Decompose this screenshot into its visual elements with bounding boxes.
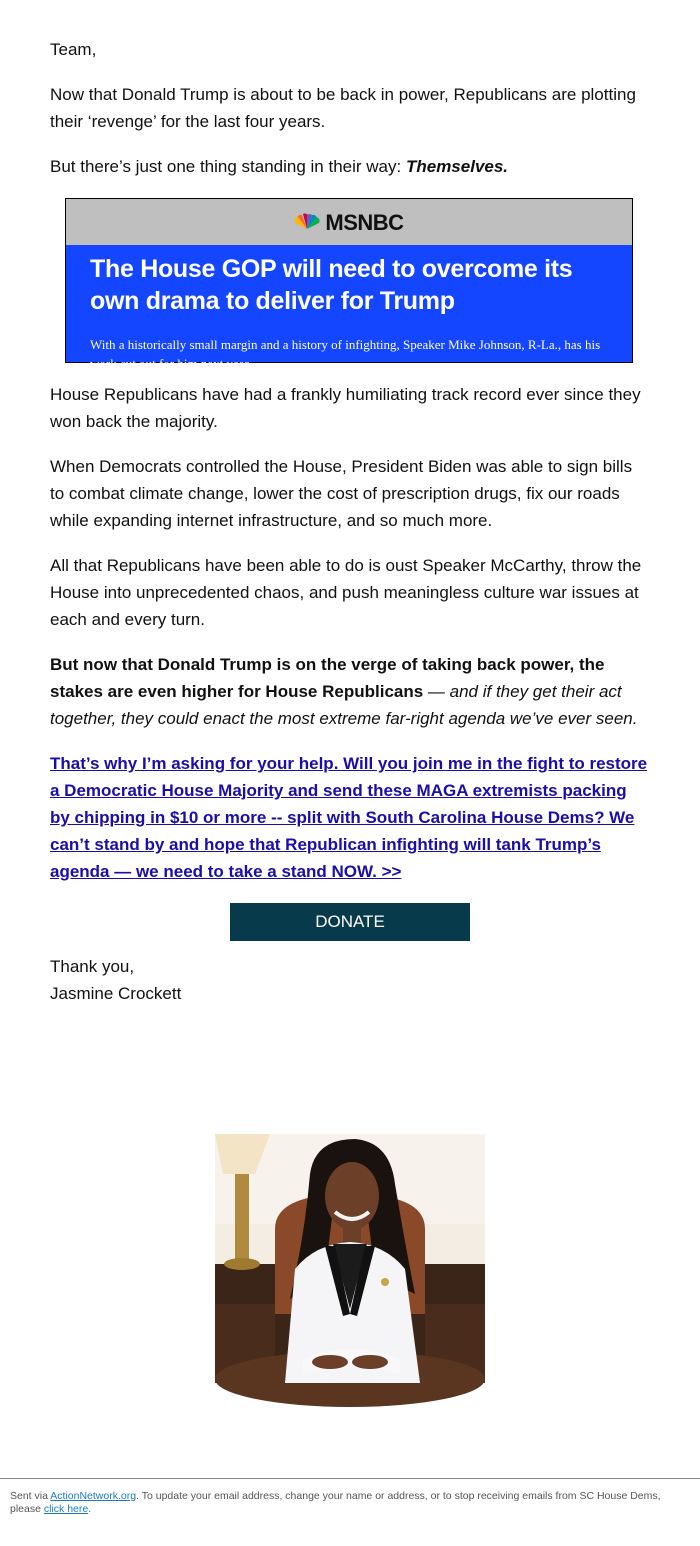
msnbc-article-image[interactable] — [65, 198, 633, 371]
paragraph-obstacle — [50, 153, 650, 180]
msnbc-header — [66, 199, 632, 245]
footer-lead: Sent via — [10, 1490, 51, 1502]
thanks-text: Thank you, — [50, 957, 135, 976]
footer-divider — [0, 1478, 700, 1479]
stakes-bold: But now that Donald Trump is on the verge of taking back power, the stakes are even higher for House Republicans — [50, 655, 605, 701]
msnbc-headline: The House GOP will need to overcome its own drama to deliver for Trump — [90, 255, 573, 315]
email-footer — [10, 1490, 680, 1516]
obstacle-lead: But there’s just one thing standing in their way: — [50, 157, 406, 176]
peacock-icon — [294, 214, 320, 230]
signature: Jasmine Crockett — [50, 984, 182, 1003]
obstacle-emphasis: Themselves. — [405, 157, 509, 176]
email-body — [50, 36, 650, 1025]
msnbc-logo — [294, 209, 403, 236]
greeting: Team, — [50, 40, 97, 59]
portrait-illustration — [215, 1134, 485, 1383]
msnbc-wordmark: MSNBC — [325, 209, 404, 235]
paragraph-cta — [50, 750, 650, 885]
actionnetwork-link[interactable]: ActionNetwork.org — [50, 1490, 137, 1502]
paragraph-intro: Now that Donald Trump is about to be back in power, Republicans are plotting their ‘revenge’ for the last four years. — [50, 85, 636, 131]
paragraph-republicans: All that Republicans have been able to do is oust Speaker McCarthy, throw the House into unprecedented chaos, and push meaningless culture war issues at each and every turn. — [50, 556, 642, 629]
footer-middle: . To update your email address, change your name or address, or to stop receiving emails from SC House Dems, please — [10, 1490, 661, 1515]
paragraph-track-record: House Republicans have had a frankly humiliating track record ever since they won back the majority. — [50, 385, 641, 431]
signoff — [50, 953, 650, 1007]
cta-link[interactable]: That’s why I’m asking for your help. Will you join me in the fight to restore a Democratic House Majority and send these MAGA extremists packing by chipping in $10 or more -- split with South Carolina House Dems? We can’t stand by and hope that Republican infighting will tank Trump’s agenda — we need to take a stand NOW. >> — [50, 754, 648, 881]
unsubscribe-link[interactable]: click here — [43, 1503, 89, 1515]
paragraph-stakes — [50, 651, 650, 732]
stakes-italic: — and if they get their act together, they could enact the most extreme far-right agenda we’ve ever seen. — [50, 682, 638, 728]
msnbc-body — [66, 245, 632, 371]
footer-end: . — [88, 1503, 92, 1515]
portrait-photo — [215, 1134, 485, 1383]
paragraph-democrats: When Democrats controlled the House, President Biden was able to sign bills to combat climate change, lower the cost of prescription drugs, fix our roads while expanding internet infrastructure, and so much more. — [50, 457, 633, 530]
msnbc-subhead: With a historically small margin and a history of infighting, Speaker Mike Johnson, R-La., has his work cut out for him next year. — [90, 337, 601, 371]
donate-container — [50, 903, 650, 941]
donate-button[interactable]: DONATE — [230, 903, 470, 941]
